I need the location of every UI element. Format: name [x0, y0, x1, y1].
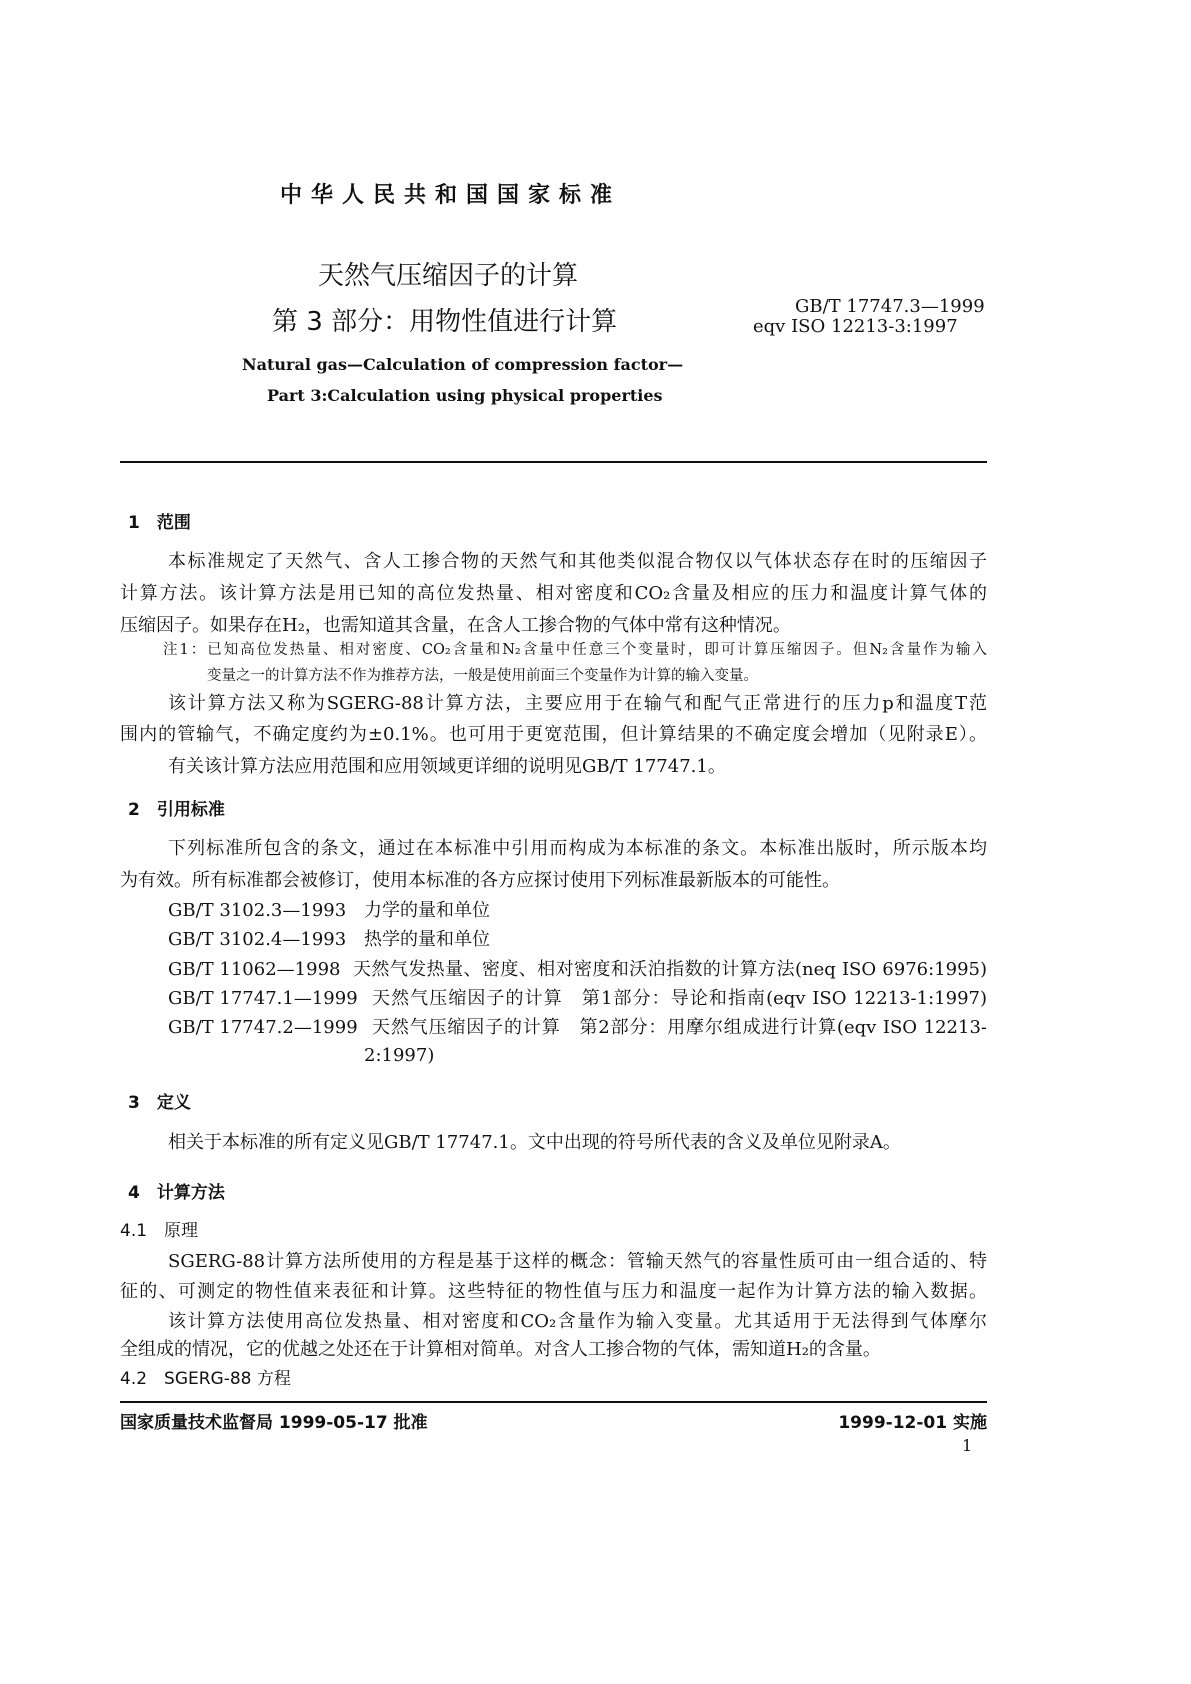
- english-title-line-1: Natural gas—Calculation of compression factor—: [242, 355, 684, 374]
- paragraph-line: 全组成的情况，它的优越之处还在于计算相对简单。对含人工掺合物的气体，需知道H₂的含量。: [120, 1339, 881, 1360]
- paragraph-line: 计算方法。该计算方法是用已知的高位发热量、相对密度和CO₂含量及相应的压力和温度计算气体的: [120, 583, 987, 604]
- reference-title: 天然气压缩因子的计算 第1部分：导论和指南(eqv ISO 12213-1:1997): [372, 988, 987, 1009]
- approval-date: 国家质量技术监督局 1999-05-17 批准: [120, 1413, 428, 1433]
- paragraph-line: SGERG-88计算方法所使用的方程是基于这样的概念：管输天然气的容量性质可由一组合适的、特: [168, 1251, 987, 1272]
- footer-divider: [120, 1401, 987, 1403]
- paragraph-line: 下列标准所包含的条文，通过在本标准中引用而构成为本标准的条文。本标准出版时，所示版本均: [168, 838, 987, 859]
- title-line-2: 第 3 部分：用物性值进行计算: [272, 307, 618, 337]
- paragraph-line: 征的、可测定的物性值来表征和计算。这些特征的物性值与压力和温度一起作为计算方法的输入数据。: [120, 1281, 987, 1302]
- reference-code: GB/T 3102.3—1993: [168, 900, 347, 921]
- standard-code: GB/T 17747.3—1999: [795, 296, 985, 317]
- reference-title: 天然气压缩因子的计算 第2部分：用摩尔组成进行计算(eqv ISO 12213-: [372, 1017, 987, 1038]
- paragraph-line: 为有效。所有标准都会被修订，使用本标准的各方应探讨使用下列标准最新版本的可能性。: [120, 870, 840, 891]
- reference-title: 热学的量和单位: [364, 929, 490, 950]
- reference-title: 力学的量和单位: [364, 900, 490, 921]
- subsection-4-1-heading: 4.1 原理: [120, 1221, 199, 1241]
- reference-code: GB/T 17747.1—1999: [168, 988, 358, 1009]
- paragraph-line: 有关该计算方法应用范围和应用领域更详细的说明见GB/T 17747.1。: [168, 756, 726, 777]
- reference-code: GB/T 3102.4—1993: [168, 929, 347, 950]
- paragraph-line: 该计算方法又称为SGERG-88计算方法，主要应用于在输气和配气正常进行的压力p和温度T范: [168, 693, 987, 714]
- standard-equivalence: eqv ISO 12213-3:1997: [753, 316, 958, 337]
- section-4-heading: 4 计算方法: [128, 1183, 225, 1203]
- note-line: 变量之一的计算方法不作为推荐方法，一般是使用前面三个变量作为计算的输入变量。: [207, 668, 758, 684]
- subsection-4-2-heading: 4.2 SGERG-88 方程: [120, 1369, 291, 1389]
- reference-title-continuation: 2:1997): [364, 1045, 435, 1066]
- paragraph-line: 该计算方法使用高位发热量、相对密度和CO₂含量作为输入变量。尤其适用于无法得到气体摩尔: [168, 1311, 987, 1332]
- section-3-heading: 3 定义: [128, 1093, 191, 1113]
- paragraph-line: 压缩因子。如果存在H₂，也需知道其含量，在含人工掺合物的气体中常有这种情况。: [120, 615, 791, 636]
- english-title-line-2: Part 3:Calculation using physical properties: [267, 386, 663, 405]
- implementation-date: 1999-12-01 实施: [838, 1413, 987, 1433]
- section-1-heading: 1 范围: [128, 513, 191, 533]
- header-divider: [120, 461, 987, 463]
- reference-code: GB/T 17747.2—1999: [168, 1017, 358, 1038]
- section-2-heading: 2 引用标准: [128, 800, 225, 820]
- reference-code: GB/T 11062—1998: [168, 959, 341, 980]
- page-number: 1: [962, 1436, 973, 1455]
- paragraph-line: 围内的管输气，不确定度约为±0.1%。也可用于更宽范围，但计算结果的不确定度会增加（见附录E）。: [120, 724, 987, 745]
- paragraph-line: 本标准规定了天然气、含人工掺合物的天然气和其他类似混合物仅以气体状态存在时的压缩因子: [168, 551, 987, 572]
- title-line-1: 天然气压缩因子的计算: [318, 261, 579, 291]
- paragraph-line: 相关于本标准的所有定义见GB/T 17747.1。文中出现的符号所代表的含义及单位见附录A。: [168, 1132, 901, 1153]
- note-line: 注1：已知高位发热量、相对密度、CO₂含量和N₂含量中任意三个变量时，即可计算压缩因子。但N₂含量作为输入: [163, 642, 987, 658]
- national-standard-label: 中华人民共和国国家标准: [280, 183, 622, 208]
- reference-title: 天然气发热量、密度、相对密度和沃泊指数的计算方法(neq ISO 6976:1995): [353, 959, 987, 980]
